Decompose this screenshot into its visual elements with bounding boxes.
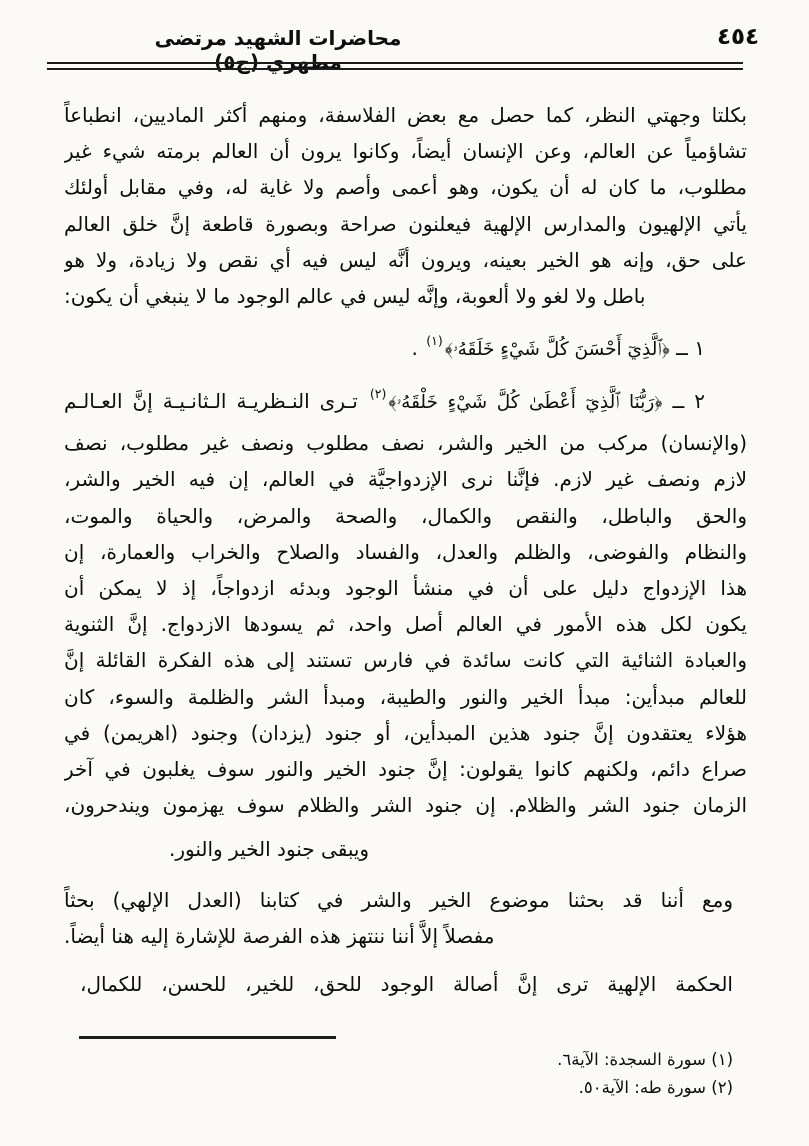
footnote-item: (٢) سورة طه: الآية٥٠. (578, 1078, 733, 1097)
footnote-ref-superscript: (٢) (369, 386, 387, 402)
text-line: (والإنسان) مركب من الخير والشر، نصف مطلوب ونصف غير مطلوب، نصف (64, 431, 747, 456)
text-line: باطل ولا لغو ولا ألعوبة، وإنَّه ليس في عالم الوجود ما لا ينبغي أن يكون: (64, 284, 646, 309)
text-line: مفصلاً إلاَّ أننا ننتهز هذه الفرصة للإشارة إليه هنا أيضاً. (64, 923, 495, 948)
text-line: صراع دائم، ولكنهم كانوا يقولون: إنَّ جنود الخير والنور سوف يغلبون في آخر (64, 757, 747, 782)
text-line: والعبادة الثنائية التي كانت سائدة في فارس تستند إلى هذه الفكرة القائلة إنَّ (64, 648, 747, 673)
quran-verse-text: ﴿رَبُّنَا ٱلَّذِيٓ أَعْطَىٰ كُلَّ شَيْءٍ خَلْقَهُۥ﴾ (388, 392, 663, 414)
verse-item-number: ١ ــ (676, 336, 705, 361)
text-line: لازم ونصف غير لازم. فإنَّنا نرى الإزدواجيَّة في العالم، إن فيه الخير والشر، (64, 467, 747, 492)
quran-verse-line-1 (64, 327, 747, 372)
footnote-separator (79, 1036, 336, 1039)
page-header-title: محاضرات الشهيد مرتضى مطهري (ج٥) (154, 26, 402, 74)
text-line: يأتي الإلهيون والمدارس الإلهية فيعلنون صراحة وبصورة قاطعة إنَّ خلق العالم (64, 211, 747, 236)
text-line: هؤلاء يعتقدون إنَّ جنود هذين المبدأين، أو جنود (يزدان) وجنود (اهريمن) في (64, 720, 747, 745)
footnotes-section (64, 1046, 745, 1102)
text-line: يكون لكل هذه الأمور في العالم أصل واحد، ثم يسودها الازدواج. إنَّ الثنوية (64, 612, 747, 637)
text-line: مطلوب، ما كان له أن يكون، وهو أعمى وأصم ولا غاية له، وفي مقابل أولئك (64, 175, 747, 200)
text-line: تشاؤمياً عن العالم، وعن الإنسان أيضاً، وكانوا يرون أن العالم برمته شيء غير (64, 139, 747, 164)
quran-verse-line-2 (64, 380, 747, 425)
page-number: ٤٥٤ (716, 24, 760, 50)
text-line: ومع أننا قد بحثنا موضوع الخير والشر في كتابنا (العدل الإلهي) بحثاً (64, 887, 733, 912)
text-line: ويبقى جنود الخير والنور. (169, 837, 370, 862)
verse-tail: تـرى النـظريـة الـثانـيـة إنَّ العـالـم (64, 389, 358, 414)
text-line: الزمان جنود الشر والظلام. إن جنود الشر والظلام سوف يهزمون ويندحرون، (64, 793, 747, 818)
text-line: بكلتا وجهتي النظر، كما حصل مع بعض الفلاسفة، ومنهم أكثر الماديين، انطباعاً (64, 103, 747, 127)
verse-tail: . (411, 336, 418, 361)
text-line: الحكمة الإلهية ترى إنَّ أصالة الوجود للحق، للخير، للحسن، للكمال، (80, 972, 733, 997)
text-line: والحق والباطل، والنقص والكمال، والصحة والمرض، والحياة والموت، (64, 503, 747, 528)
quran-verse-text: ﴿ٱلَّذِيٓ أَحْسَنَ كُلَّ شَيْءٍ خَلَقَهُۥ﴾ (444, 339, 670, 361)
footnote-item: (١) سورة السجدة: الآية٦. (557, 1050, 733, 1069)
verse-item-number: ٢ ــ (672, 389, 706, 414)
body-text (64, 97, 747, 1002)
text-line: للعالم مبدأين: مبدأ الخير والنور والطيبة، ومبدأ الشر والظلمة والسوء، كان (64, 684, 747, 709)
text-line: هذا الإزدواج دليل على أن في منشأ الوجود وبدئه ازدواجاً، إذ لا يمكن أن (64, 576, 747, 601)
footnote-ref-superscript: (١) (426, 333, 443, 349)
header-double-rule (47, 62, 743, 70)
text-line: والنظام والفوضى، والظلم والعدل، والفساد والصلاح والخراب والعمارة، إن (64, 539, 747, 564)
text-line: على حق، وإنه هو الخير بعينه، ويرون أنَّه ليس فيه أي نقص ولا زيادة، ولا هو (64, 247, 747, 272)
